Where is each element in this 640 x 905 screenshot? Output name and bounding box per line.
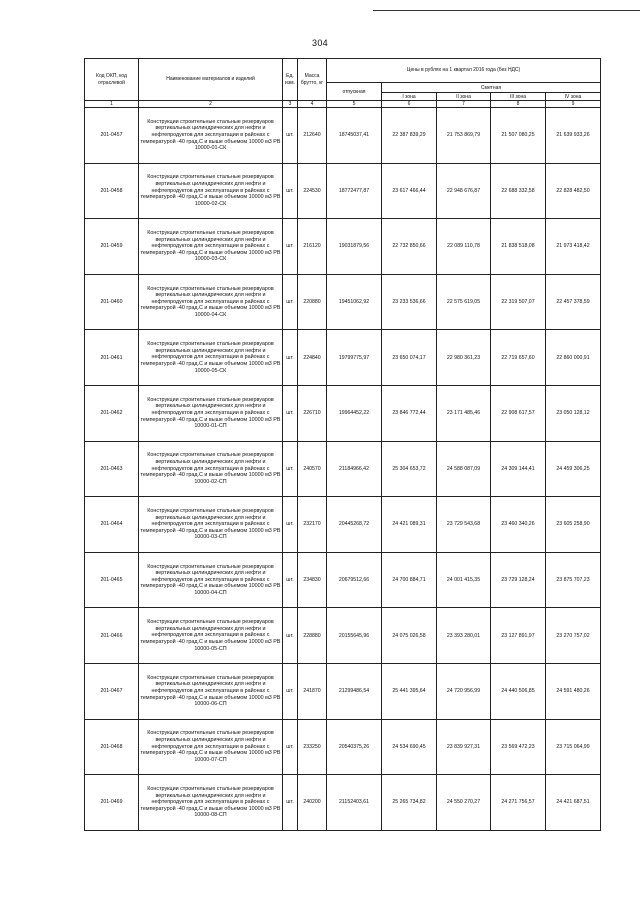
row-name-text: Конструкции строительные стальные резервуаров вертикальных цилиндрических для нефти и нефтепродуктов для эксплуатации в районах с температурой -40 град.С и выше объемом 10000 м3 РВ 10000-08-СП (140, 785, 281, 819)
table-row (85, 608, 601, 664)
row-name (139, 330, 283, 386)
row-zone3-price: 23 569 472,23 (491, 719, 546, 775)
row-unit: шт. (283, 274, 298, 330)
table-row (85, 274, 601, 330)
row-unit: шт. (283, 441, 298, 497)
row-zone2-price: 21 753 869,79 (437, 108, 491, 164)
row-zone2-price: 22 948 676,87 (437, 163, 491, 219)
row-release-price: 20445268,72 (327, 497, 382, 553)
row-name-text: Конструкции строительные стальные резервуаров вертикальных цилиндрических для нефти и нефтепродуктов для эксплуатации в районах с температурой -40 град.С и выше объемом 10000 м3 РВ 10000-05-СК (140, 341, 281, 374)
row-zone3-price: 23 729 128,24 (491, 552, 546, 608)
row-zone2-price: 24 001 415,35 (437, 552, 491, 608)
row-name-text: Конструкции строительные стальные резервуаров вертикальных цилиндрических для нефти и нефтепродуктов для эксплуатации в районах с температурой -40 град.С и выше объемом 10000 м3 РВ 10000-04-СК (140, 285, 281, 318)
column-number: 1 (85, 101, 139, 108)
row-zone2-price: 23 393 280,01 (437, 608, 491, 664)
column-number: 2 (139, 101, 283, 108)
row-zone1-price: 24 700 884,71 (382, 552, 437, 608)
row-name (139, 163, 283, 219)
header-zone-3: III зона (491, 93, 546, 101)
table-header (85, 59, 601, 108)
row-code: 201-0460 (85, 274, 139, 330)
row-zone4-price: 21 973 418,42 (546, 219, 601, 275)
row-zone3-price: 22 688 332,58 (491, 163, 546, 219)
row-zone2-price: 24 550 270,27 (437, 775, 491, 831)
row-zone1-price: 24 534 690,45 (382, 719, 437, 775)
row-mass: 233250 (298, 719, 327, 775)
row-unit: шт. (283, 163, 298, 219)
header-zone-2: II зона (437, 93, 491, 101)
column-number: 7 (437, 101, 491, 108)
row-zone4-price: 23 605 258,90 (546, 497, 601, 553)
row-name (139, 385, 283, 441)
header-zone-4: IV зона (546, 93, 601, 101)
row-release-price: 19451062,92 (327, 274, 382, 330)
row-zone1-price: 24 075 026,58 (382, 608, 437, 664)
row-unit: шт. (283, 385, 298, 441)
row-zone2-price: 22 980 361,23 (437, 330, 491, 386)
row-zone3-price: 24 440 506,85 (491, 663, 546, 719)
row-release-price: 20540375,26 (327, 719, 382, 775)
row-code: 201-0461 (85, 330, 139, 386)
row-zone3-price: 24 309 144,41 (491, 441, 546, 497)
column-number: 8 (491, 101, 546, 108)
row-name (139, 663, 283, 719)
row-name-text: Конструкции строительные стальные резервуаров вертикальных цилиндрических для нефти и нефтепродуктов для эксплуатации в районах с температурой -40 град.С и выше объемом 10000 м3 РВ 10000-06-СП (140, 674, 281, 708)
row-code: 201-0462 (85, 385, 139, 441)
table-row (85, 108, 601, 164)
row-release-price: 18772477,87 (327, 163, 382, 219)
row-name (139, 441, 283, 497)
row-mass: 241870 (298, 663, 327, 719)
column-number: 9 (546, 101, 601, 108)
header-code: Код ОКП, код отраслевой (85, 59, 139, 101)
row-zone2-price: 22 089 110,78 (437, 219, 491, 275)
row-zone1-price: 23 617 466,44 (382, 163, 437, 219)
column-number: 3 (283, 101, 298, 108)
row-release-price: 20679512,66 (327, 552, 382, 608)
row-unit: шт. (283, 608, 298, 664)
table-row (85, 663, 601, 719)
row-code: 201-0465 (85, 552, 139, 608)
row-name-text: Конструкции строительные стальные резервуаров вертикальных цилиндрических для нефти и нефтепродуктов для эксплуатации в районах с температурой -40 град.С и выше объемом 10000 м3 РВ 10000-02-СК (140, 174, 281, 207)
row-mass: 220880 (298, 274, 327, 330)
row-release-price: 20155645,96 (327, 608, 382, 664)
row-zone4-price: 23 270 757,02 (546, 608, 601, 664)
header-unit: Ед. изм. (283, 59, 298, 101)
row-unit: шт. (283, 775, 298, 831)
top-rule (373, 10, 640, 11)
row-zone2-price: 23 729 543,68 (437, 497, 491, 553)
row-code: 201-0459 (85, 219, 139, 275)
row-zone1-price: 25 265 734,82 (382, 775, 437, 831)
row-zone1-price: 25 441 395,64 (382, 663, 437, 719)
row-zone4-price: 23 715 064,99 (546, 719, 601, 775)
row-zone4-price: 24 591 480,26 (546, 663, 601, 719)
table-row (85, 219, 601, 275)
row-zone3-price: 24 271 756,57 (491, 775, 546, 831)
row-zone3-price: 22 319 507,07 (491, 274, 546, 330)
row-name-text: Конструкции строительные стальные резервуаров вертикальных цилиндрических для нефти и нефтепродуктов для эксплуатации в районах с температурой -40 град.С и выше объемом 10000 м3 РВ 10000-03-СК (140, 230, 281, 263)
row-name (139, 219, 283, 275)
row-zone3-price: 22 908 617,57 (491, 385, 546, 441)
row-code: 201-0457 (85, 108, 139, 164)
table-row (85, 552, 601, 608)
row-code: 201-0464 (85, 497, 139, 553)
row-name-text: Конструкции строительные стальные резервуаров вертикальных цилиндрических для нефти и нефтепродуктов для эксплуатации в районах с температурой -40 град.С и выше объемом 10000 м3 РВ 10000-01-СК (140, 118, 281, 152)
row-name (139, 775, 283, 831)
row-mass: 224530 (298, 163, 327, 219)
row-name (139, 497, 283, 553)
table-body (85, 108, 601, 831)
row-name-text: Конструкции строительные стальные резервуаров вертикальных цилиндрических для нефти и нефтепродуктов для эксплуатации в районах с температурой -40 град.С и выше объемом 10000 м3 РВ 10000-04-СП (140, 563, 281, 596)
row-mass: 240570 (298, 441, 327, 497)
row-zone3-price: 21 838 518,08 (491, 219, 546, 275)
row-zone4-price: 22 457 378,59 (546, 274, 601, 330)
row-unit: шт. (283, 552, 298, 608)
row-mass: 212640 (298, 108, 327, 164)
table-row (85, 775, 601, 831)
row-zone4-price: 23 875 707,23 (546, 552, 601, 608)
header-price-title: Цены в рублях на 1 квартал 2016 года (без НДС) (327, 59, 601, 83)
row-zone2-price: 23 839 927,31 (437, 719, 491, 775)
row-code: 201-0468 (85, 719, 139, 775)
row-name-text: Конструкции строительные стальные резервуаров вертикальных цилиндрических для нефти и нефтепродуктов для эксплуатации в районах с температурой -40 град.С и выше объемом 10000 м3 РВ 10000-07-СП (140, 730, 281, 763)
header-name: Наименование материалов и изделий (139, 59, 283, 101)
row-zone1-price: 22 387 839,29 (382, 108, 437, 164)
page-number: 304 (312, 38, 328, 48)
row-zone4-price: 24 459 306,25 (546, 441, 601, 497)
row-code: 201-0463 (85, 441, 139, 497)
row-release-price: 21184966,42 (327, 441, 382, 497)
header-release: отпускная (327, 83, 382, 101)
row-code: 201-0469 (85, 775, 139, 831)
row-zone1-price: 23 233 536,66 (382, 274, 437, 330)
row-release-price: 19031879,56 (327, 219, 382, 275)
row-zone2-price: 24 720 956,99 (437, 663, 491, 719)
table-row (85, 163, 601, 219)
row-unit: шт. (283, 219, 298, 275)
row-name (139, 552, 283, 608)
table-row (85, 441, 601, 497)
row-name (139, 274, 283, 330)
table-row (85, 385, 601, 441)
header-zone-1: I зона (382, 93, 437, 101)
row-unit: шт. (283, 108, 298, 164)
row-name-text: Конструкции строительные стальные резервуаров вертикальных цилиндрических для нефти и нефтепродуктов для эксплуатации в районах с температурой -40 град.С и выше объемом 10000 м3 РВ 10000-05-СП (140, 619, 281, 652)
row-release-price: 21299486,54 (327, 663, 382, 719)
row-name (139, 608, 283, 664)
row-mass: 224840 (298, 330, 327, 386)
row-release-price: 19964452,22 (327, 385, 382, 441)
row-unit: шт. (283, 719, 298, 775)
row-name-text: Конструкции строительные стальные резервуаров вертикальных цилиндрических для нефти и нефтепродуктов для эксплуатации в районах с температурой -40 град.С и выше объемом 10000 м3 РВ 10000-01-СП (140, 396, 281, 430)
row-zone1-price: 24 421 089,31 (382, 497, 437, 553)
row-release-price: 19799775,97 (327, 330, 382, 386)
row-mass: 216120 (298, 219, 327, 275)
row-zone3-price: 22 719 657,60 (491, 330, 546, 386)
row-mass: 226710 (298, 385, 327, 441)
row-name (139, 719, 283, 775)
table-row (85, 497, 601, 553)
row-zone4-price: 23 050 128,12 (546, 385, 601, 441)
row-zone4-price: 22 828 482,50 (546, 163, 601, 219)
column-number: 5 (327, 101, 382, 108)
row-zone4-price: 24 421 687,51 (546, 775, 601, 831)
row-zone4-price: 21 639 933,26 (546, 108, 601, 164)
row-name (139, 108, 283, 164)
row-code: 201-0458 (85, 163, 139, 219)
row-zone3-price: 23 127 891,97 (491, 608, 546, 664)
row-mass: 234830 (298, 552, 327, 608)
column-numbers-row (85, 101, 601, 108)
column-number: 4 (298, 101, 327, 108)
column-number: 6 (382, 101, 437, 108)
row-mass: 240200 (298, 775, 327, 831)
row-mass: 228880 (298, 608, 327, 664)
row-name-text: Конструкции строительные стальные резервуаров вертикальных цилиндрических для нефти и нефтепродуктов для эксплуатации в районах с температурой -40 град.С и выше объемом 10000 м3 РВ 10000-03-СП (140, 507, 281, 541)
row-unit: шт. (283, 663, 298, 719)
row-zone1-price: 23 650 074,17 (382, 330, 437, 386)
header-mass: Масса брутто, кг (298, 59, 327, 101)
header-estimate: Сметная (382, 83, 601, 93)
row-zone2-price: 22 575 619,05 (437, 274, 491, 330)
row-unit: шт. (283, 497, 298, 553)
row-release-price: 21152403,61 (327, 775, 382, 831)
row-zone1-price: 23 846 772,44 (382, 385, 437, 441)
row-zone2-price: 24 588 087,09 (437, 441, 491, 497)
row-zone4-price: 22 860 000,91 (546, 330, 601, 386)
table-row (85, 330, 601, 386)
row-name-text: Конструкции строительные стальные резервуаров вертикальных цилиндрических для нефти и нефтепродуктов для эксплуатации в районах с температурой -40 град.С и выше объемом 10000 м3 РВ 10000-02-СП (140, 452, 281, 485)
row-zone1-price: 25 304 653,72 (382, 441, 437, 497)
row-unit: шт. (283, 330, 298, 386)
row-zone1-price: 22 732 850,66 (382, 219, 437, 275)
price-table (84, 58, 601, 831)
row-release-price: 18745037,41 (327, 108, 382, 164)
row-code: 201-0467 (85, 663, 139, 719)
row-code: 201-0466 (85, 608, 139, 664)
row-zone2-price: 23 171 485,46 (437, 385, 491, 441)
row-zone3-price: 23 460 340,26 (491, 497, 546, 553)
table-row (85, 719, 601, 775)
row-mass: 232170 (298, 497, 327, 553)
row-zone3-price: 21 507 080,25 (491, 108, 546, 164)
